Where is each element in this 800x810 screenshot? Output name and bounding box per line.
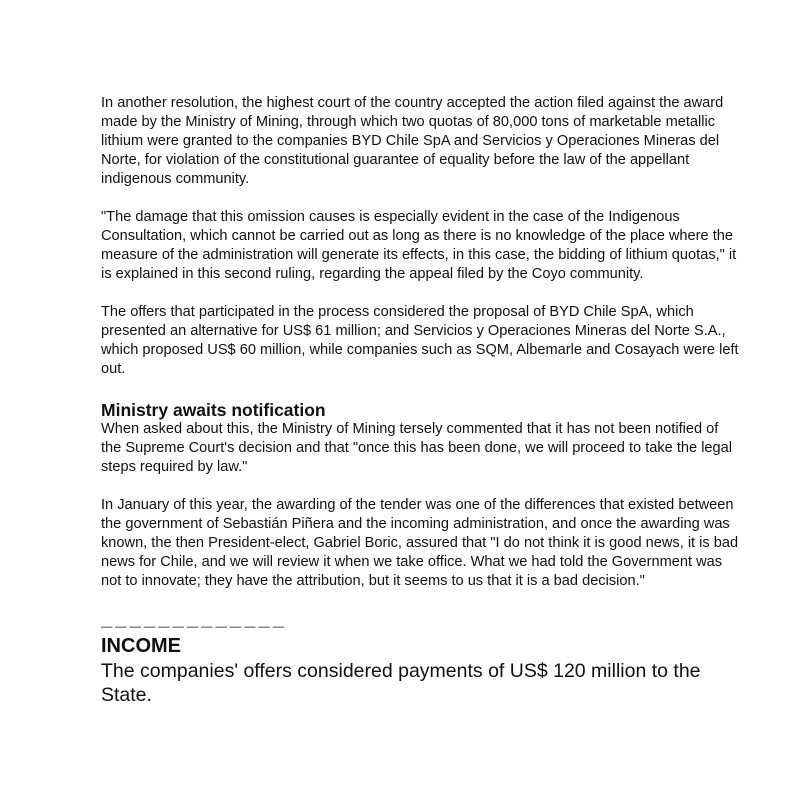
paragraph-ministry-comment: When asked about this, the Ministry of Mining tersely commented that it has not been notified of the Supreme Court's decision and that "once this has been done, we will proceed to take the legal steps required by law." bbox=[101, 421, 733, 475]
paragraph-damage-quote: "The damage that this omission causes is especially evident in the case of the Indigenous Consultation, which cannot be carried out as long as there is no knowledge of the place where the measure of the administration will generate its effects, in this case, the bidding of lithium quotas," it is explained in this second ruling, regarding the appeal filed by the Coyo community. bbox=[101, 209, 737, 282]
income-title: INCOME bbox=[101, 635, 181, 657]
section-heading: Ministry awaits notification bbox=[101, 400, 326, 420]
income-text: The companies' offers considered payments of US$ 120 million to the State. bbox=[101, 660, 701, 706]
paragraph-january-differences: In January of this year, the awarding of the tender was one of the differences that existed between the government of Sebastián Piñera and the incoming administration, and once the awarding was known, the then President-elect, Gabriel Boric, assured that "I do not think it is good news, it is bad news for Chile, and we will review it when we take office. What we had told the Government was not to innovate; they have the attribution, but it seems to us that it is a bad decision." bbox=[101, 497, 739, 589]
income-box bbox=[101, 610, 741, 707]
divider-line: _____________ bbox=[101, 610, 288, 630]
article-body bbox=[101, 94, 741, 707]
paragraph-offers: The offers that participated in the process considered the proposal of BYD Chile SpA, which presented an alternative for US$ 61 million; and Servicios y Operaciones Mineras del Norte S.A., which proposed US$ 60 million, while companies such as SQM, Albemarle and Cosayach were left out. bbox=[101, 304, 739, 377]
paragraph-court-resolution: In another resolution, the highest court of the country accepted the action filed against the award made by the Ministry of Mining, through which two quotas of 80,000 tons of marketable metallic lithium were granted to the companies BYD Chile SpA and Servicios y Operaciones Mineras del Norte, for violation of the constitutional guarantee of equality before the law of the appellant indigenous community. bbox=[101, 95, 724, 187]
